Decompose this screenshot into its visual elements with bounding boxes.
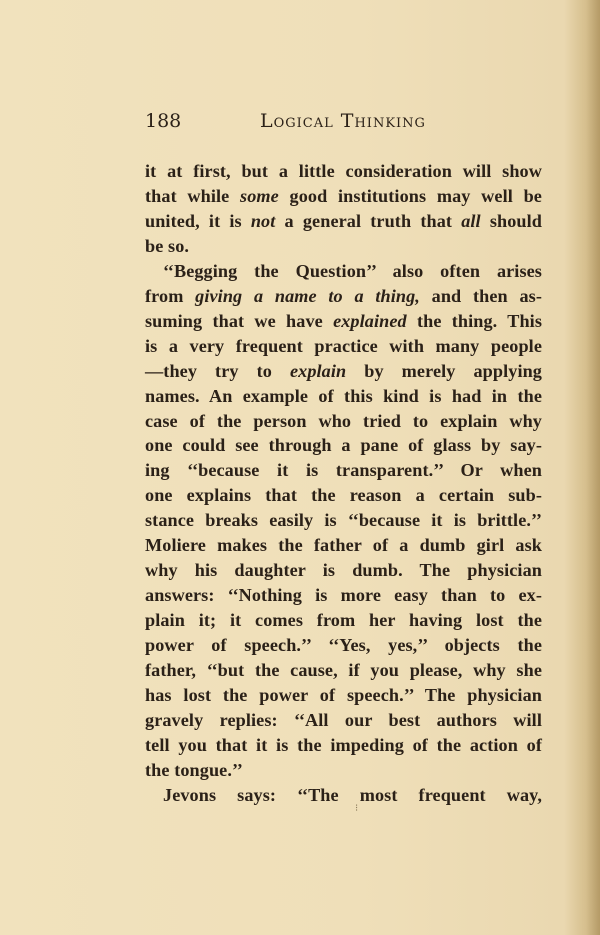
text-segment: and then as- [419,285,542,306]
text-line [145,508,542,532]
text-segment: Jevons says: ‘‘The most frequent way, [163,784,542,805]
text-segment: answers: ‘‘Nothing is more easy than to ex- [145,585,542,606]
text-segment: suming that we have [145,310,334,331]
text-line [163,259,542,283]
text-segment: plain it; it comes from her having lost the [145,610,542,631]
page-edge-shadow [586,0,600,935]
text-segment: good institutions may well be [278,185,542,206]
text-line [145,658,542,682]
text-line [145,159,542,183]
text-segment: power of speech.’’ ‘‘Yes, yes,’’ objects the [145,635,542,656]
text-line [145,583,542,607]
text-segment: that while [145,185,241,206]
text-line [145,359,542,383]
text-line [145,309,542,333]
text-segment: a general truth that [275,210,462,231]
text-line [145,683,542,707]
text-segment: why his daughter is dumb. The physician [145,560,542,581]
text-segment: has lost the power of speech.’’ The physician [145,684,542,705]
text-segment: one could see through a pane of glass by say- [145,435,542,456]
text-segment: gravely replies: ‘‘All our best authors will [145,709,542,730]
text-line [145,234,542,258]
page-number: 188 [145,110,182,132]
text-line [145,733,542,757]
running-title: Logical Thinking [260,110,426,132]
text-segment: united, it is [145,210,251,231]
text-line [145,284,542,308]
italic-text: not [250,210,276,231]
text-line [145,533,542,557]
text-line [145,433,542,457]
italic-text: some [240,185,279,206]
text-segment: father, ‘‘but the cause, if you please, why she [145,660,542,680]
text-line [145,334,542,358]
scan-speck: ⁝ [355,803,359,814]
text-segment: by merely applying [346,360,543,381]
text-line [163,783,542,807]
italic-text: all [461,210,481,231]
text-segment: stance breaks easily is ‘‘because it is brittle.’’ [145,510,542,531]
text-line [145,384,542,408]
text-segment: ‘‘Begging the Question’’ also often arises [163,260,542,281]
text-line [145,483,542,507]
text-line [145,409,542,433]
text-segment: names. An example of this kind is had in the [145,385,542,406]
italic-text: explained [333,310,407,331]
text-segment: from [145,285,196,306]
text-line [145,608,542,632]
text-segment: be so. [145,235,190,256]
text-line [145,708,542,732]
text-line [145,558,542,582]
text-segment: is a very frequent practice with many people [145,335,542,356]
italic-text: explain [289,360,347,381]
text-segment: it at first, but a little consideration will show [145,161,542,181]
text-line [145,184,542,208]
text-segment: case of the person who tried to explain why [145,410,542,431]
text-segment: should [480,210,542,231]
text-segment: —they try to [145,360,290,381]
text-segment: Moliere makes the father of a dumb girl ask [145,535,542,556]
text-line [145,458,542,482]
text-segment: ing ‘‘because it is transparent.’’ Or when [145,460,542,481]
text-segment: the tongue.’’ [145,759,243,780]
text-segment: the thing. This [406,310,542,331]
italic-text: giving a name to a thing, [195,285,420,306]
text-line [145,209,542,233]
text-line [145,633,542,657]
text-segment: tell you that it is the impeding of the action of [145,734,542,755]
text-line [145,758,542,782]
text-segment: one explains that the reason a certain sub- [145,485,542,506]
